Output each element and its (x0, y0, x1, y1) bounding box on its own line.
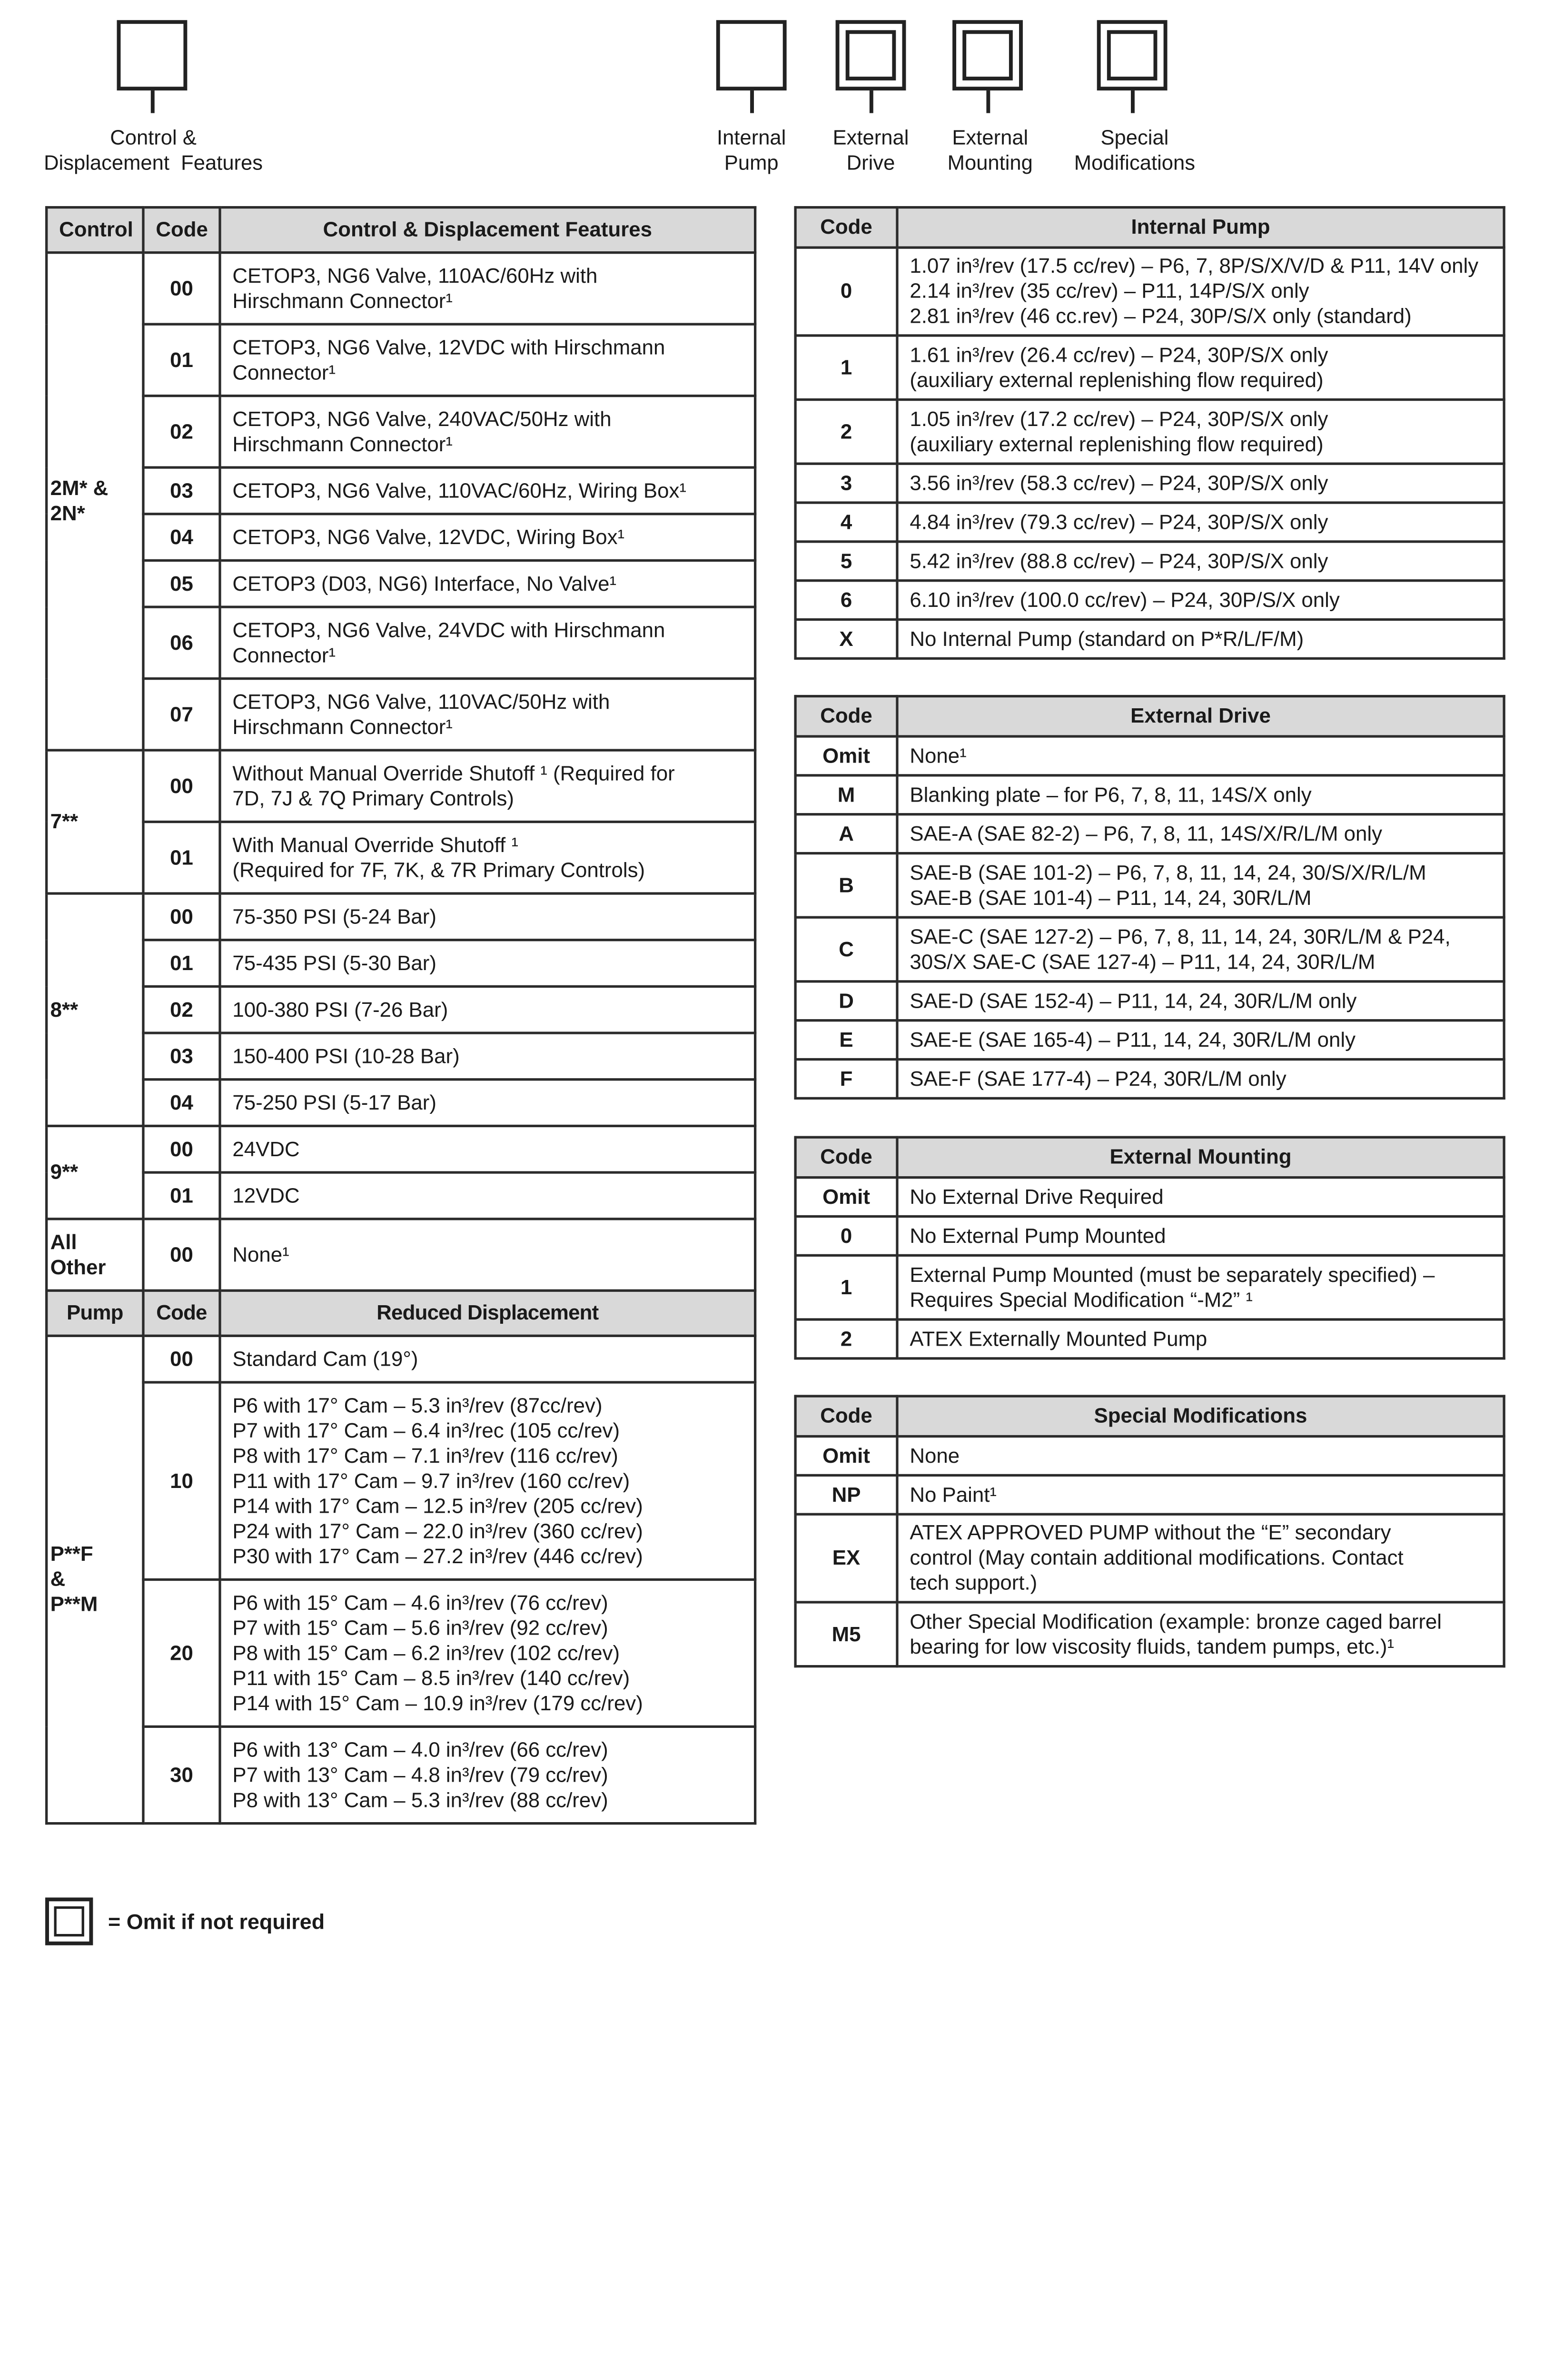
row-code: 01 (143, 822, 220, 893)
table-row (47, 514, 755, 561)
code-box-stem (151, 90, 155, 113)
table-row (47, 1726, 755, 1823)
row-description: SAE-D (SAE 152-4) – P11, 14, 24, 30R/L/M only (897, 982, 1504, 1021)
control-group-all-other: All Other (47, 1219, 143, 1290)
row-code: 2 (795, 1319, 897, 1359)
code-box-label-external-drive: External Drive (832, 127, 909, 175)
row-description: CETOP3, NG6 Valve, 12VDC with Hirschmann Connector¹ (220, 324, 755, 396)
row-description: SAE-A (SAE 82-2) – P6, 7, 8, 11, 14S/X/R/L/M only (897, 814, 1504, 853)
table-header-row (795, 1137, 1504, 1177)
table-row (47, 1382, 755, 1579)
special-modifications-table (794, 1395, 1505, 1667)
row-description: CETOP3, NG6 Valve, 110AC/60Hz with Hirschmann Connector¹ (220, 253, 755, 324)
row-description: SAE-C (SAE 127-2) – P6, 7, 8, 11, 14, 24, 30R/L/M & P24, 30S/X SAE-C (SAE 127-4) – P11, 14, 24, 30R/L/M (897, 917, 1504, 982)
table-row (47, 679, 755, 750)
column-header-external-mounting: External Mounting (897, 1137, 1504, 1177)
table-row (795, 464, 1504, 503)
row-description: CETOP3, NG6 Valve, 110VAC/50Hz with Hirschmann Connector¹ (220, 679, 755, 750)
table-row (47, 1579, 755, 1726)
row-code: NP (795, 1475, 897, 1514)
row-code: M5 (795, 1602, 897, 1666)
code-box-label-special-modifications: Special Modifications (1074, 127, 1196, 175)
table-row (795, 1319, 1504, 1359)
row-description: None¹ (897, 736, 1504, 775)
row-description: ATEX Externally Mounted Pump (897, 1319, 1504, 1359)
column-header-external-drive: External Drive (897, 696, 1504, 736)
table-row (47, 1080, 755, 1126)
table-row (47, 1172, 755, 1219)
code-box-control (117, 20, 188, 90)
table-row (47, 986, 755, 1033)
column-header-reduced-displacement: Reduced Displacement (220, 1290, 755, 1336)
control-group-2m-2n: 2M* & 2N* (47, 253, 143, 750)
table-header-row (795, 696, 1504, 736)
column-header-code: Code (795, 1137, 897, 1177)
row-description: 1.05 in³/rev (17.2 cc/rev) – P24, 30P/S/X only (auxiliary external replenishing flow required) (897, 400, 1504, 464)
row-code: 0 (795, 1217, 897, 1256)
row-code: F (795, 1060, 897, 1099)
table-row (795, 620, 1504, 659)
row-description: Standard Cam (19°) (220, 1336, 755, 1382)
row-code: 6 (795, 581, 897, 620)
legend-text: = Omit if not required (108, 1910, 325, 1934)
table-row (795, 503, 1504, 542)
row-description: 75-435 PSI (5-30 Bar) (220, 940, 755, 987)
row-description: Other Special Modification (example: bronze caged barrel bearing for low viscosity fluids, tandem pumps, etc.)¹ (897, 1602, 1504, 1666)
table-row (795, 1060, 1504, 1099)
row-code: Omit (795, 1178, 897, 1217)
row-description: 12VDC (220, 1172, 755, 1219)
row-description: CETOP3, NG6 Valve, 240VAC/50Hz with Hirschmann Connector¹ (220, 396, 755, 467)
table-row (47, 467, 755, 514)
row-code: 03 (143, 467, 220, 514)
table-row (47, 750, 755, 822)
row-code: Omit (795, 736, 897, 775)
column-header-code: Code (795, 696, 897, 736)
table-header-row (795, 1396, 1504, 1436)
row-description: CETOP3, NG6 Valve, 24VDC with Hirschmann Connector¹ (220, 607, 755, 678)
row-description: With Manual Override Shutoff ¹ (Required for 7F, 7K, & 7R Primary Controls) (220, 822, 755, 893)
code-box-stem (1131, 90, 1135, 113)
row-code: 01 (143, 324, 220, 396)
code-box-label-external-mounting: External Mounting (947, 127, 1033, 175)
row-description: No Paint¹ (897, 1475, 1504, 1514)
table-row (47, 1336, 755, 1382)
row-description: No External Pump Mounted (897, 1217, 1504, 1256)
row-description: SAE-F (SAE 177-4) – P24, 30R/L/M only (897, 1060, 1504, 1099)
pump-group: P**F & P**M (47, 1336, 143, 1823)
table-row (795, 1514, 1504, 1602)
table-row (47, 1126, 755, 1172)
table-header-row (795, 208, 1504, 248)
row-code: 0 (795, 248, 897, 336)
row-code: 04 (143, 1080, 220, 1126)
row-code: B (795, 853, 897, 918)
row-description: 1.61 in³/rev (26.4 cc/rev) – P24, 30P/S/X only (auxiliary external replenishing flow required) (897, 336, 1504, 400)
row-description: 150-400 PSI (10-28 Bar) (220, 1033, 755, 1080)
table-row (47, 1219, 755, 1290)
row-code: A (795, 814, 897, 853)
control-displacement-table (45, 206, 756, 1825)
column-header-code: Code (795, 208, 897, 248)
row-code: 30 (143, 1726, 220, 1823)
table-header-row (47, 208, 755, 253)
table-row (795, 400, 1504, 464)
column-header-internal-pump: Internal Pump (897, 208, 1504, 248)
table-row (47, 822, 755, 893)
row-description: CETOP3, NG6 Valve, 12VDC, Wiring Box¹ (220, 514, 755, 561)
code-box-stem (750, 90, 754, 113)
internal-pump-table (794, 206, 1505, 660)
table-row (795, 775, 1504, 814)
row-code: 03 (143, 1033, 220, 1080)
row-description: 75-250 PSI (5-17 Bar) (220, 1080, 755, 1126)
column-header-features: Control & Displacement Features (220, 208, 755, 253)
legend-double-box-icon (45, 1897, 93, 1945)
row-description: CETOP3, NG6 Valve, 110VAC/60Hz, Wiring Box¹ (220, 467, 755, 514)
row-code: 00 (143, 1126, 220, 1172)
row-code: D (795, 982, 897, 1021)
row-description: None¹ (220, 1219, 755, 1290)
row-code: 1 (795, 336, 897, 400)
row-description: No Internal Pump (standard on P*R/L/F/M) (897, 620, 1504, 659)
row-code: 05 (143, 560, 220, 607)
external-mounting-table (794, 1136, 1505, 1360)
row-description: P6 with 17° Cam – 5.3 in³/rev (87cc/rev) P7 with 17° Cam – 6.4 in³/rec (105 cc/rev) P8 with 17° Cam – 7.1 in³/rev (116 cc/rev) P11 with 17° Cam – 9.7 in³/rev (160 cc/rev) P14 with 17° Cam – 12.5 in³/rev (205 cc/rev) P24 with 17° Cam – 22.0 in³/rev (360 cc/rev) P30 with 17° Cam – 27.2 in³/rev (446 cc/rev) (220, 1382, 755, 1579)
row-description: 75-350 PSI (5-24 Bar) (220, 893, 755, 940)
row-code: 10 (143, 1382, 220, 1579)
control-group-8: 8** (47, 893, 143, 1126)
code-box-label-internal-pump: Internal Pump (717, 127, 786, 175)
row-code: 00 (143, 893, 220, 940)
row-description: No External Drive Required (897, 1178, 1504, 1217)
table-row (795, 1475, 1504, 1514)
table-row (795, 1217, 1504, 1256)
code-box-external-drive (836, 20, 906, 90)
row-code: 01 (143, 1172, 220, 1219)
row-code: 00 (143, 750, 220, 822)
row-code: 00 (143, 1219, 220, 1290)
row-description: 24VDC (220, 1126, 755, 1172)
table-row (47, 560, 755, 607)
code-box-special-modifications (1097, 20, 1168, 90)
row-code: 07 (143, 679, 220, 750)
row-code: X (795, 620, 897, 659)
row-code: 04 (143, 514, 220, 561)
row-code: 20 (143, 1579, 220, 1726)
table-row (795, 853, 1504, 918)
table-row (795, 1437, 1504, 1476)
external-drive-table (794, 695, 1505, 1100)
row-description: 1.07 in³/rev (17.5 cc/rev) – P6, 7, 8P/S/X/V/D & P11, 14V only 2.14 in³/rev (35 cc/rev) – P11, 14P/S/X only 2.81 in³/rev (46 cc.rev) – P24, 30P/S/X only (standard) (897, 248, 1504, 336)
row-code: 02 (143, 396, 220, 467)
row-code: EX (795, 1514, 897, 1602)
table-row (795, 581, 1504, 620)
row-code: 3 (795, 464, 897, 503)
column-header-code: Code (795, 1396, 897, 1436)
table-row (795, 1255, 1504, 1319)
code-box-label-control: Control & Displacement Features (44, 127, 263, 175)
table-row (47, 893, 755, 940)
row-description: Without Manual Override Shutoff ¹ (Required for 7D, 7J & 7Q Primary Controls) (220, 750, 755, 822)
table-row (795, 1021, 1504, 1060)
table-row (795, 736, 1504, 775)
row-description: ATEX APPROVED PUMP without the “E” secondary control (May contain additional modifications. Contact tech support.) (897, 1514, 1504, 1602)
column-header-special-modifications: Special Modifications (897, 1396, 1504, 1436)
table-row (47, 396, 755, 467)
table-row (795, 814, 1504, 853)
code-box-external-mounting (952, 20, 1023, 90)
column-header-code: Code (143, 1290, 220, 1336)
row-description: 5.42 in³/rev (88.8 cc/rev) – P24, 30P/S/X only (897, 542, 1504, 581)
code-box-stem (986, 90, 990, 113)
row-description: CETOP3 (D03, NG6) Interface, No Valve¹ (220, 560, 755, 607)
row-description: 6.10 in³/rev (100.0 cc/rev) – P24, 30P/S/X only (897, 581, 1504, 620)
column-header-code: Code (143, 208, 220, 253)
row-description: Blanking plate – for P6, 7, 8, 11, 14S/X only (897, 775, 1504, 814)
row-description: P6 with 15° Cam – 4.6 in³/rev (76 cc/rev) P7 with 15° Cam – 5.6 in³/rev (92 cc/rev) P8 with 15° Cam – 6.2 in³/rev (102 cc/rev) P11 with 15° Cam – 8.5 in³/rev (140 cc/rev) P14 with 15° Cam – 10.9 in³/rev (179 cc/rev) (220, 1579, 755, 1726)
control-group-7: 7** (47, 750, 143, 893)
code-box-internal-pump (716, 20, 787, 90)
table-row (795, 1178, 1504, 1217)
table-row (47, 253, 755, 324)
row-description: 4.84 in³/rev (79.3 cc/rev) – P24, 30P/S/X only (897, 503, 1504, 542)
row-code: 00 (143, 253, 220, 324)
table-row (47, 1033, 755, 1080)
row-code: 00 (143, 1336, 220, 1382)
column-header-pump: Pump (47, 1290, 143, 1336)
row-code: Omit (795, 1437, 897, 1476)
row-code: E (795, 1021, 897, 1060)
row-code: 02 (143, 986, 220, 1033)
pump-section-header-row (47, 1290, 755, 1336)
table-row (795, 917, 1504, 982)
row-code: M (795, 775, 897, 814)
table-row (795, 336, 1504, 400)
row-code: 4 (795, 503, 897, 542)
table-row (47, 324, 755, 396)
row-code: 2 (795, 400, 897, 464)
row-description: SAE-E (SAE 165-4) – P11, 14, 24, 30R/L/M only (897, 1021, 1504, 1060)
row-description: P6 with 13° Cam – 4.0 in³/rev (66 cc/rev) P7 with 13° Cam – 4.8 in³/rev (79 cc/rev) P8 with 13° Cam – 5.3 in³/rev (88 cc/rev) (220, 1726, 755, 1823)
control-group-9: 9** (47, 1126, 143, 1219)
code-box-stem (870, 90, 873, 113)
table-row (47, 607, 755, 678)
row-description: 100-380 PSI (7-26 Bar) (220, 986, 755, 1033)
row-code: 01 (143, 940, 220, 987)
table-row (795, 1602, 1504, 1666)
row-description: None (897, 1437, 1504, 1476)
row-description: 3.56 in³/rev (58.3 cc/rev) – P24, 30P/S/X only (897, 464, 1504, 503)
row-description: External Pump Mounted (must be separately specified) – Requires Special Modification “-M2” ¹ (897, 1255, 1504, 1319)
table-row (795, 982, 1504, 1021)
row-code: 1 (795, 1255, 897, 1319)
row-code: 5 (795, 542, 897, 581)
column-header-control: Control (47, 208, 143, 253)
row-code: C (795, 917, 897, 982)
row-code: 06 (143, 607, 220, 678)
table-row (47, 940, 755, 987)
row-description: SAE-B (SAE 101-2) – P6, 7, 8, 11, 14, 24, 30/S/X/R/L/M SAE-B (SAE 101-4) – P11, 14, 24, 30R/L/M (897, 853, 1504, 918)
table-row (795, 248, 1504, 336)
table-row (795, 542, 1504, 581)
